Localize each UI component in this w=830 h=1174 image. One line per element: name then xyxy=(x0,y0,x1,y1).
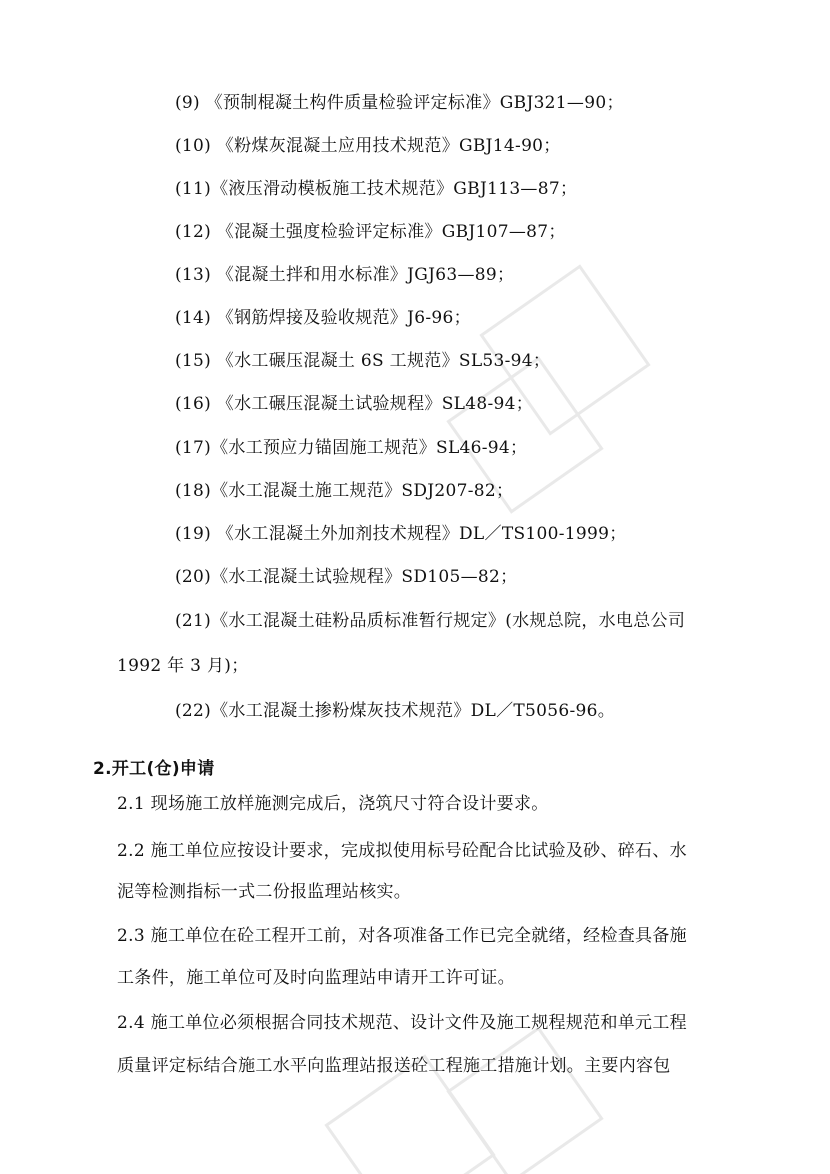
paragraph-2-3-line-2: 工条件，施工单位可及时向监理站申请开工许可证。 xyxy=(117,968,515,988)
reference-item-9: (9) 《预制棍凝土构件质量检验评定标准》GBJ321—90； xyxy=(175,93,624,113)
reference-item-17: (17)《水工预应力锚固施工规范》SL46-94； xyxy=(175,438,528,458)
reference-item-21: (21)《水工混凝土硅粉品质标准暂行规定》(水规总院，水电总公司 xyxy=(175,611,686,631)
paragraph-2-1: 2.1 现场施工放样施测完成后，浇筑尺寸符合设计要求。 xyxy=(117,794,549,814)
reference-item-12: (12) 《混凝土强度检验评定标准》GBJ107—87； xyxy=(175,222,566,242)
paragraph-2-4-line-1: 2.4 施工单位必须根据合同技术规范、设计文件及施工规程规范和单元工程 xyxy=(117,1013,687,1033)
reference-item-11: (11)《液压滑动模板施工技术规范》GBJ113—87； xyxy=(175,179,578,199)
reference-item-18: (18)《水工混凝土施工规范》SDJ207-82； xyxy=(175,481,514,501)
reference-item-16: (16) 《水工碾压混凝土试验规程》SL48-94； xyxy=(175,394,534,414)
reference-item-21-continued: 1992 年 3 月)； xyxy=(117,656,249,676)
section-heading: 2.开工(仓)申请 xyxy=(93,759,215,779)
paragraph-2-3-line-1: 2.3 施工单位在砼工程开工前，对各项准备工作已完全就绪，经检查具备施 xyxy=(117,926,687,946)
paragraph-2-2-line-2: 泥等检测指标一式二份报监理站核实。 xyxy=(117,882,412,902)
reference-item-14: (14) 《钢筋焊接及验收规范》J6-96； xyxy=(175,308,471,328)
paragraph-2-4-line-2: 质量评定标结合施工水平向监理站报送砼工程施工措施计划。主要内容包 xyxy=(117,1056,671,1076)
reference-item-15: (15) 《水工碾压混凝土 6S 工规范》SL53-94； xyxy=(175,351,551,371)
reference-item-19: (19) 《水工混凝土外加剂技术规程》DL／TS100-1999； xyxy=(175,524,627,544)
paragraph-2-2-line-1: 2.2 施工单位应按设计要求，完成拟使用标号砼配合比试验及砂、碎石、水 xyxy=(117,841,687,861)
reference-item-20: (20)《水工混凝土试验规程》SD105—82； xyxy=(175,567,518,587)
reference-item-22: (22)《水工混凝土掺粉煤灰技术规范》DL／T5056-96。 xyxy=(175,701,616,721)
reference-item-13: (13) 《混凝土拌和用水标准》JGJ63—89； xyxy=(175,265,515,285)
reference-item-10: (10) 《粉煤灰混凝土应用技术规范》GBJ14-90； xyxy=(175,136,561,156)
